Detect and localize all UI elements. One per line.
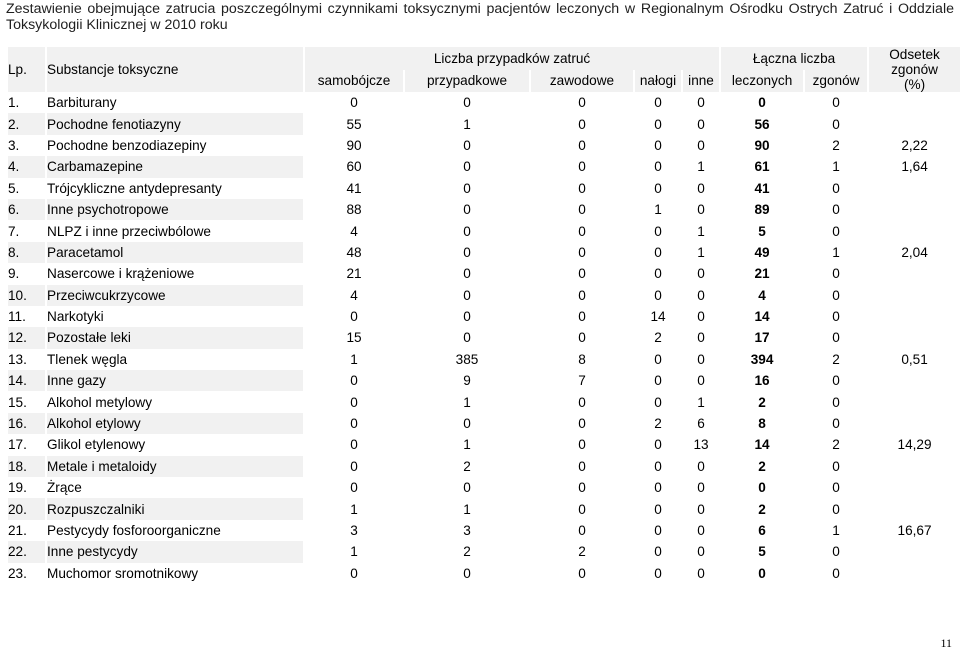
cell-occupational: 0	[578, 437, 586, 453]
header-accidental: przypadkowe	[405, 70, 529, 93]
cell-death-rate: 0,51	[901, 351, 928, 367]
cell-other: 0	[697, 116, 705, 132]
cell-accidental: 9	[463, 373, 471, 389]
cell-occupational: 0	[578, 565, 586, 581]
cell-lp: 7.	[8, 223, 20, 239]
cell-accidental: 2	[463, 544, 471, 560]
cell-lp: 1.	[8, 95, 20, 111]
cell-treated: 14	[754, 437, 770, 453]
cell-addictions: 0	[654, 501, 662, 517]
cell-occupational: 0	[578, 394, 586, 410]
header-treated: leczonych	[721, 70, 803, 93]
cell-lp: 23.	[8, 565, 27, 581]
cell-addictions: 0	[654, 223, 662, 239]
cell-accidental: 1	[463, 437, 471, 453]
cell-lp: 12.	[8, 327, 45, 348]
cell-accidental: 1	[463, 501, 471, 517]
cell-occupational: 0	[578, 244, 586, 260]
cell-treated: 17	[754, 330, 770, 346]
cell-deaths: 2	[832, 351, 840, 367]
cell-lp: 20.	[8, 498, 45, 519]
cell-accidental: 385	[455, 351, 479, 367]
cell-treated: 21	[754, 266, 770, 282]
cell-occupational: 0	[578, 116, 586, 132]
cell-other: 1	[697, 223, 705, 239]
cell-treated: 14	[754, 309, 770, 325]
cell-other: 0	[697, 351, 705, 367]
cell-lp: 9.	[8, 266, 20, 282]
cell-suicidal: 15	[346, 330, 362, 346]
table-body	[8, 92, 960, 584]
cell-lp: 18.	[8, 456, 45, 477]
cell-other: 1	[697, 159, 705, 175]
cell-substance: Tlenek węgla	[47, 351, 128, 367]
cell-other: 1	[697, 394, 705, 410]
cell-death-rate: 1,64	[901, 159, 928, 175]
cell-other: 0	[697, 501, 705, 517]
cell-other: 0	[697, 330, 705, 346]
cell-suicidal: 0	[350, 373, 358, 389]
cell-treated: 90	[754, 137, 770, 153]
cell-substance: Rozpuszczalniki	[47, 498, 303, 519]
cell-accidental: 0	[463, 309, 471, 325]
cell-addictions: 0	[654, 458, 662, 474]
cell-other: 0	[697, 373, 705, 389]
cell-death-rate	[869, 541, 960, 562]
cell-treated: 394	[750, 351, 774, 367]
cell-death-rate	[869, 413, 960, 434]
toxicology-table	[6, 47, 960, 584]
cell-death-rate	[869, 456, 960, 477]
cell-suicidal: 0	[350, 437, 358, 453]
cell-deaths: 0	[832, 180, 840, 196]
cell-accidental: 2	[463, 458, 471, 474]
table-row	[8, 135, 960, 156]
cell-accidental: 3	[463, 523, 471, 538]
header-death-rate-line1: Odsetek	[889, 47, 940, 62]
cell-treated: 2	[758, 501, 766, 517]
cell-other: 0	[697, 565, 705, 581]
cell-death-rate	[869, 92, 960, 113]
cell-occupational: 8	[578, 351, 586, 367]
header-death-rate	[869, 47, 960, 92]
cell-substance: Pochodne fenotiazyny	[47, 113, 303, 134]
cell-suicidal: 4	[350, 287, 358, 303]
cell-addictions: 0	[654, 95, 662, 111]
cell-lp: 17.	[8, 437, 27, 453]
table-row	[8, 370, 960, 391]
cell-addictions: 0	[654, 437, 662, 453]
cell-treated: 61	[754, 159, 770, 175]
cell-substance: Barbiturany	[47, 95, 117, 111]
cell-substance: Paracetamol	[47, 242, 303, 263]
cell-accidental: 0	[463, 266, 471, 282]
cell-addictions: 2	[654, 416, 662, 432]
cell-treated: 0	[758, 480, 766, 496]
header-suicidal: samobójcze	[305, 70, 403, 93]
cell-substance: Alkohol etylowy	[47, 413, 303, 434]
cell-accidental: 0	[463, 159, 471, 175]
cell-lp: 14.	[8, 370, 45, 391]
cell-suicidal: 90	[346, 137, 362, 153]
cell-suicidal: 0	[350, 394, 358, 410]
cell-occupational: 0	[578, 523, 586, 538]
cell-addictions: 0	[654, 565, 662, 581]
cell-occupational: 0	[578, 458, 586, 474]
cell-suicidal: 48	[346, 244, 362, 260]
cell-suicidal: 60	[346, 159, 362, 175]
cell-death-rate	[869, 263, 960, 284]
cell-lp: 2.	[8, 113, 45, 134]
cell-death-rate: 2,22	[901, 137, 928, 153]
cell-deaths: 0	[832, 458, 840, 474]
cell-occupational: 0	[578, 330, 586, 346]
cell-treated: 56	[754, 116, 770, 132]
cell-substance: Nasercowe i krążeniowe	[47, 266, 195, 282]
cell-lp: 6.	[8, 199, 45, 220]
cell-accidental: 0	[463, 223, 471, 239]
cell-death-rate	[869, 199, 960, 220]
cell-deaths: 0	[832, 373, 840, 389]
cell-death-rate	[869, 306, 960, 327]
cell-deaths: 0	[832, 95, 840, 111]
cell-death-rate	[869, 563, 960, 584]
cell-treated: 49	[754, 244, 770, 260]
cell-other: 0	[697, 523, 705, 538]
cell-treated: 8	[758, 416, 766, 432]
cell-occupational: 0	[578, 159, 586, 175]
cell-occupational: 0	[578, 95, 586, 111]
cell-addictions: 0	[654, 523, 662, 538]
cell-occupational: 2	[578, 544, 586, 560]
cell-lp: 8.	[8, 242, 45, 263]
cell-accidental: 0	[463, 137, 471, 153]
cell-other: 0	[697, 458, 705, 474]
table-row	[8, 563, 960, 584]
cell-substance: Narkotyki	[47, 309, 104, 325]
cell-death-rate: 16,67	[897, 523, 932, 538]
table-row	[8, 477, 960, 498]
cell-occupational: 0	[578, 480, 586, 496]
cell-substance: Carbamazepine	[47, 156, 303, 177]
header-substance: Substancje toksyczne	[47, 47, 303, 92]
cell-other: 0	[697, 137, 705, 153]
cell-addictions: 0	[654, 180, 662, 196]
cell-addictions: 14	[650, 309, 666, 325]
cell-death-rate	[869, 220, 960, 241]
cell-addictions: 1	[654, 202, 662, 218]
table-row	[8, 242, 960, 263]
cell-lp: 10.	[8, 285, 45, 306]
table-row	[8, 92, 960, 113]
cell-death-rate	[869, 178, 960, 199]
cell-accidental: 0	[463, 480, 471, 496]
cell-addictions: 0	[654, 116, 662, 132]
cell-addictions: 0	[654, 480, 662, 496]
cell-addictions: 0	[654, 544, 662, 560]
cell-suicidal: 21	[346, 266, 362, 282]
cell-deaths: 0	[832, 501, 840, 517]
cell-treated: 0	[758, 565, 766, 581]
cell-death-rate	[869, 113, 960, 134]
cell-accidental: 1	[463, 394, 471, 410]
cell-deaths: 0	[832, 309, 840, 325]
cell-accidental: 0	[463, 287, 471, 303]
cell-lp: 13.	[8, 351, 27, 367]
cell-lp: 22.	[8, 541, 45, 562]
header-death-rate-line3: (%)	[903, 77, 926, 92]
cell-substance: Metale i metaloidy	[47, 456, 303, 477]
cell-other: 0	[697, 544, 705, 560]
cell-occupational: 0	[578, 202, 586, 218]
header-death-rate-line2: zgonów	[891, 62, 938, 77]
cell-other: 0	[697, 480, 705, 496]
cell-treated: 89	[754, 202, 770, 218]
cell-treated: 5	[758, 544, 766, 560]
cell-substance: Inne gazy	[47, 370, 303, 391]
cell-suicidal: 0	[350, 480, 358, 496]
cell-suicidal: 88	[346, 202, 362, 218]
cell-other: 0	[697, 309, 705, 325]
cell-lp: 19.	[8, 480, 27, 496]
cell-other: 13	[693, 437, 709, 453]
cell-deaths: 0	[832, 330, 840, 346]
cell-death-rate	[869, 498, 960, 519]
cell-substance: Przeciwcukrzycowe	[47, 285, 303, 306]
cell-substance: Glikol etylenowy	[47, 437, 146, 453]
cell-occupational: 0	[578, 137, 586, 153]
cell-other: 6	[697, 416, 705, 432]
cell-suicidal: 4	[350, 223, 358, 239]
cell-substance: Alkohol metylowy	[47, 394, 153, 410]
cell-deaths: 0	[832, 480, 840, 496]
cell-substance: Inne pestycydy	[47, 541, 303, 562]
cell-other: 0	[697, 266, 705, 282]
cell-suicidal: 0	[350, 565, 358, 581]
cell-accidental: 0	[463, 180, 471, 196]
cell-substance: Żrące	[47, 480, 82, 496]
cell-suicidal: 0	[350, 309, 358, 325]
table-row	[8, 413, 960, 434]
cell-occupational: 0	[578, 180, 586, 196]
cell-occupational: 0	[578, 287, 586, 303]
table-row	[8, 520, 960, 541]
cell-addictions: 2	[654, 330, 662, 346]
cell-addictions: 0	[654, 244, 662, 260]
cell-occupational: 0	[578, 501, 586, 517]
cell-lp: 16.	[8, 413, 45, 434]
table-row	[8, 113, 960, 134]
cell-death-rate	[869, 391, 960, 412]
header-lp: Lp.	[8, 47, 45, 92]
cell-deaths: 0	[832, 223, 840, 239]
cell-accidental: 0	[463, 416, 471, 432]
cell-other: 0	[697, 95, 705, 111]
cell-suicidal: 41	[346, 180, 362, 196]
cell-suicidal: 55	[346, 116, 362, 132]
cell-addictions: 0	[654, 351, 662, 367]
cell-deaths: 0	[832, 202, 840, 218]
cell-substance: NLPZ i inne przeciwbólowe	[47, 223, 211, 239]
cell-accidental: 0	[463, 95, 471, 111]
page-number: 11	[940, 636, 952, 650]
cell-accidental: 0	[463, 565, 471, 581]
cell-addictions: 0	[654, 137, 662, 153]
cell-suicidal: 0	[350, 416, 358, 432]
cell-occupational: 0	[578, 309, 586, 325]
cell-death-rate	[869, 327, 960, 348]
table-row	[8, 306, 960, 327]
cell-addictions: 0	[654, 373, 662, 389]
cell-other: 0	[697, 180, 705, 196]
cell-addictions: 0	[654, 159, 662, 175]
cell-suicidal: 0	[350, 458, 358, 474]
cell-deaths: 0	[832, 266, 840, 282]
header-other: inne	[683, 70, 719, 93]
cell-accidental: 0	[463, 202, 471, 218]
header-occupational: zawodowe	[531, 70, 633, 93]
table-row	[8, 498, 960, 519]
cell-occupational: 7	[578, 373, 586, 389]
cell-treated: 5	[758, 223, 766, 239]
cell-deaths: 0	[832, 287, 840, 303]
cell-deaths: 2	[832, 437, 840, 453]
cell-accidental: 1	[463, 116, 471, 132]
table-row	[8, 434, 960, 455]
cell-deaths: 1	[832, 523, 840, 538]
table-row	[8, 349, 960, 370]
table-row	[8, 391, 960, 412]
cell-addictions: 0	[654, 287, 662, 303]
cell-accidental: 0	[463, 330, 471, 346]
cell-addictions: 0	[654, 394, 662, 410]
cell-treated: 4	[758, 287, 766, 303]
cell-suicidal: 0	[350, 95, 358, 111]
header-total-group: Łączna liczba	[721, 47, 867, 70]
cell-treated: 41	[754, 180, 770, 196]
cell-other: 0	[697, 287, 705, 303]
table-row	[8, 178, 960, 199]
cell-addictions: 0	[654, 266, 662, 282]
document-title: Zestawienie obejmujące zatrucia poszczególnymi czynnikami toksycznymi pacjentów leczonych w Regionalnym Ośrodku Ostrych Zatruć i Oddziale Toksykologii Klinicznej w 2010 roku	[6, 1, 954, 33]
table-row	[8, 156, 960, 177]
cell-treated: 0	[758, 95, 766, 111]
cell-deaths: 1	[832, 159, 840, 175]
cell-occupational: 0	[578, 416, 586, 432]
cell-other: 1	[697, 244, 705, 260]
cell-suicidal: 1	[350, 544, 358, 560]
cell-deaths: 0	[832, 416, 840, 432]
cell-substance: Pochodne benzodiazepiny	[47, 137, 207, 153]
cell-suicidal: 1	[350, 501, 358, 517]
cell-substance: Pozostałe leki	[47, 327, 303, 348]
cell-lp: 3.	[8, 137, 20, 153]
cell-death-rate	[869, 370, 960, 391]
table-row	[8, 263, 960, 284]
cell-substance: Pestycydy fosforoorganiczne	[47, 523, 221, 538]
cell-treated: 2	[758, 458, 766, 474]
cell-death-rate	[869, 477, 960, 498]
table-row	[8, 327, 960, 348]
cell-treated: 6	[758, 523, 766, 538]
cell-lp: 11.	[8, 309, 26, 325]
table-row	[8, 541, 960, 562]
header-deaths: zgonów	[805, 70, 867, 93]
cell-substance: Muchomor sromotnikowy	[47, 565, 199, 581]
cell-death-rate	[869, 285, 960, 306]
cell-substance: Inne psychotropowe	[47, 199, 303, 220]
cell-deaths: 2	[832, 137, 840, 153]
cell-deaths: 0	[832, 544, 840, 560]
table-row	[8, 220, 960, 241]
header-addictions: nałogi	[635, 70, 681, 93]
cell-suicidal: 3	[350, 523, 358, 538]
cell-other: 0	[697, 202, 705, 218]
cell-lp: 15.	[8, 394, 27, 410]
cell-deaths: 0	[832, 116, 840, 132]
table-row	[8, 285, 960, 306]
cell-occupational: 0	[578, 266, 586, 282]
cell-deaths: 1	[832, 244, 840, 260]
table-row	[8, 199, 960, 220]
cell-substance: Trójcykliczne antydepresanty	[47, 180, 222, 196]
cell-treated: 2	[758, 394, 766, 410]
cell-deaths: 0	[832, 565, 840, 581]
cell-occupational: 0	[578, 223, 586, 239]
cell-lp: 5.	[8, 180, 20, 196]
cell-death-rate: 2,04	[901, 244, 928, 260]
header-cases-group: Liczba przypadków zatruć	[305, 47, 719, 70]
cell-lp: 4.	[8, 156, 45, 177]
table-row	[8, 456, 960, 477]
cell-lp: 21.	[8, 523, 27, 538]
cell-deaths: 0	[832, 394, 840, 410]
cell-accidental: 0	[463, 244, 471, 260]
cell-suicidal: 1	[350, 351, 358, 367]
cell-treated: 16	[754, 373, 770, 389]
cell-death-rate: 14,29	[897, 437, 932, 453]
